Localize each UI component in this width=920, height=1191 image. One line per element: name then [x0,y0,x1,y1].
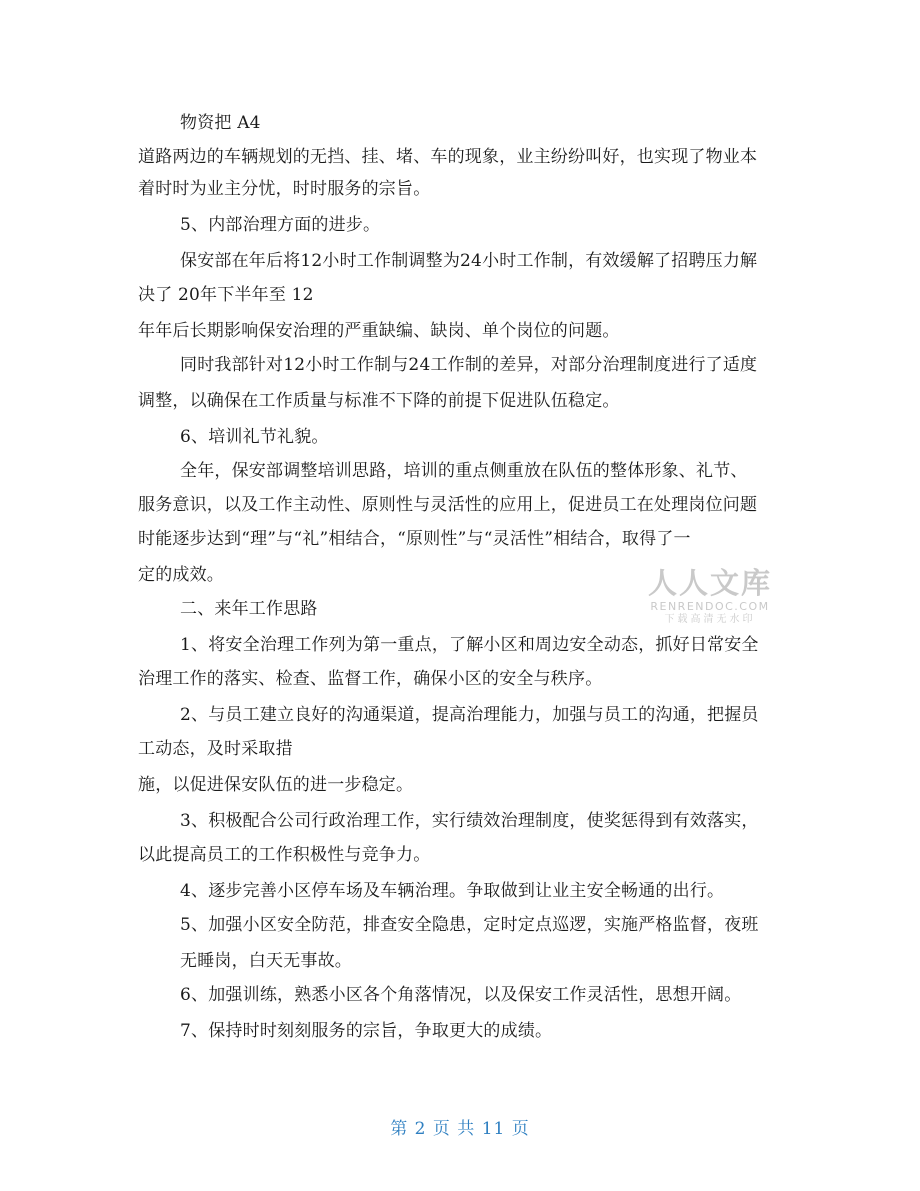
text-line: 2、与员工建立良好的沟通渠道，提高治理能力，加强与员工的沟通，把握员 [180,705,759,725]
text-line: 调整，以确保在工作质量与标准不下降的前提下促进队伍稳定。 [138,391,620,411]
text-line: 7、保持时时刻刻服务的宗旨，争取更大的成绩。 [180,1021,553,1041]
text-line: 道路两边的车辆规划的无挡、挂、堵、车的现象，业主纷纷叫好，也实现了物业本 [138,147,758,167]
text-line: 工动态，及时采取措 [138,739,293,759]
text-line: 全年，保安部调整培训思路，培训的重点侧重放在队伍的整体形象、礼节、 [180,461,748,481]
section-heading: 5、内部治理方面的进步。 [180,215,381,235]
section-heading: 6、培训礼节礼貌。 [180,427,329,447]
text-line: 物资把 A4 [180,113,261,133]
text-line: 决了 20年下半年至 12 [138,285,314,305]
text-line: 时能逐步达到“理”与“礼”相结合，“原则性”与“灵活性”相结合，取得了一 [138,529,691,549]
text-line: 治理工作的落实、检查、监督工作，确保小区的安全与秩序。 [138,669,603,689]
watermark-domain: RENRENDOC.COM [650,600,770,613]
text-line: 无睡岗，白天无事故。 [180,951,352,971]
text-line: 以此提高员工的工作积极性与竞争力。 [138,845,431,865]
text-line: 年年后长期影响保安治理的严重缺编、缺岗、单个岗位的问题。 [138,321,620,341]
text-line: 5、加强小区安全防范，排查安全隐患，定时定点巡逻，实施严格监督，夜班 [180,915,759,935]
text-line: 同时我部针对12小时工作制与24工作制的差异，对部分治理制度进行了适度 [180,355,758,375]
text-line: 6、加强训练，熟悉小区各个角落情况，以及保安工作灵活性，思想开阔。 [180,985,742,1005]
text-line: 服务意识，以及工作主动性、原则性与灵活性的应用上，促进员工在处理岗位问题 [138,495,758,515]
text-line: 1、将安全治理工作列为第一重点，了解小区和周边安全动态，抓好日常安全 [180,635,759,655]
watermark-logo [640,566,780,627]
watermark-title: 人人文库 [647,566,772,600]
section-heading: 二、来年工作思路 [180,599,318,619]
text-line: 定的成效。 [138,565,224,585]
text-line: 施，以促进保安队伍的进一步稳定。 [138,775,414,795]
text-line: 着时时为业主分忧，时时服务的宗旨。 [138,179,431,199]
text-line: 保安部在年后将12小时工作制调整为24小时工作制，有效缓解了招聘压力解 [180,251,758,271]
text-line: 4、逐步完善小区停车场及车辆治理。争取做到让业主安全畅通的出行。 [180,881,725,901]
page-number-footer: 第 2 页 共 11 页 [390,1119,530,1139]
text-line: 3、积极配合公司行政治理工作，实行绩效治理制度，使奖惩得到有效落实， [180,811,759,831]
watermark-subtitle: 下载高清无水印 [664,614,756,625]
